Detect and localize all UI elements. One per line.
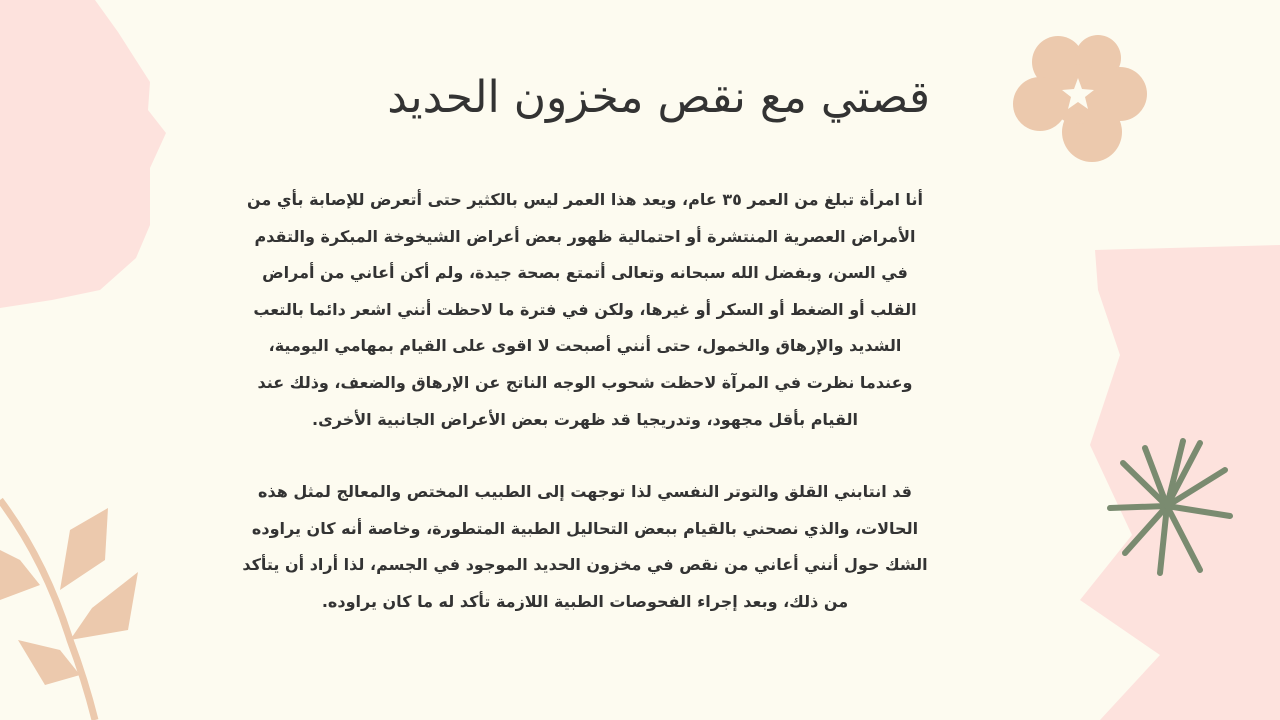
- peach-flower: [1010, 32, 1155, 167]
- story-paragraph-2: قد انتابني القلق والتوتر النفسي لذا توجهت إلى الطبيب المختص والمعالج لمثل هذه الحالات، والذي نصحني بالقيام ببعض التحاليل الطبية المتطورة، وخاصة أنه كان يراوده الشك حول أنني أعاني من نقص في مخزون الحديد الموجود في الجسم، لذا أراد أن يتأكد من ذلك، وبعد إجراء الفحوصات الطبية اللازمة تأكد له ما كان يراوده.: [242, 482, 928, 611]
- sage-starburst: [1105, 438, 1235, 578]
- peach-leaf-branch: [0, 490, 150, 720]
- story-body: [240, 182, 930, 621]
- pink-blob-left: [0, 0, 170, 320]
- slide-title: قصتي مع نقص مخزون الحديد: [387, 72, 930, 123]
- story-paragraph-1: أنا امرأة تبلغ من العمر ٣٥ عام، ويعد هذا العمر ليس بالكثير حتى أتعرض للإصابة بأي من الأمراض العصرية المنتشرة أو احتمالية ظهور بعض أعراض الشيخوخة المبكرة والتقدم في السن، وبفضل الله سبحانه وتعالى أتمتع بصحة جيدة، ولم أكن أعاني من أمراض القلب أو الضغط أو السكر أو غيرها، ولكن في فترة ما لاحظت أنني اشعر دائما بالتعب الشديد والإرهاق والخمول، حتى أنني أصبحت لا اقوى على القيام بمهامي اليومية، وعندما نظرت في المرآة لاحظت شحوب الوجه الناتج عن الإرهاق والضعف، وذلك عند القيام بأقل مجهود، وتدريجيا قد ظهرت بعض الأعراض الجانبية الأخرى.: [246, 190, 923, 429]
